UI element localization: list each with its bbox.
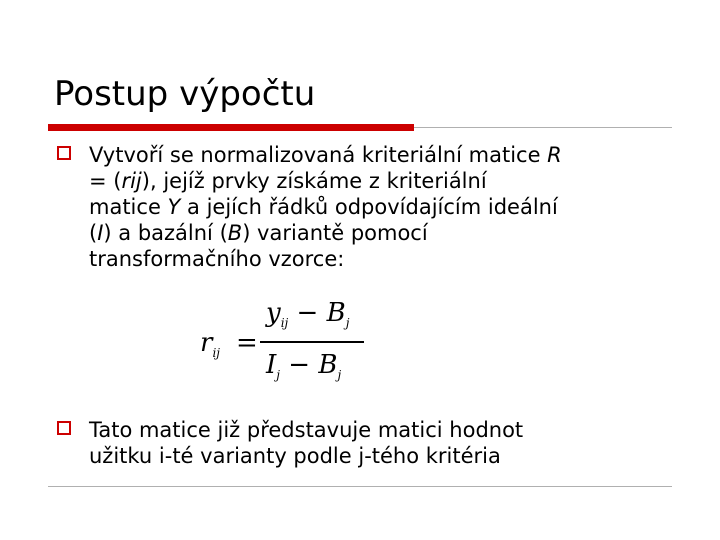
formula-num-minus: − xyxy=(296,298,319,328)
math-variable: R xyxy=(547,143,562,167)
hollow-square-bullet-icon xyxy=(57,421,71,435)
hollow-square-bullet-icon xyxy=(57,146,71,160)
slide-title: Postup výpočtu xyxy=(54,74,316,114)
text-run: ) variantě pomocí xyxy=(242,221,428,245)
bullet-text-line xyxy=(89,194,669,220)
formula-den-var2-sub: j xyxy=(337,368,342,382)
math-variable: rij xyxy=(121,169,142,193)
text-run: ) a bazální ( xyxy=(103,221,228,245)
text-run: matice xyxy=(89,195,168,219)
text-run: ( xyxy=(89,221,98,245)
formula-num-var2-sub: j xyxy=(345,316,350,330)
formula-lhs xyxy=(200,328,220,360)
bullet-text-line xyxy=(89,246,669,272)
text-run: = ( xyxy=(89,169,122,193)
formula-den-var: I xyxy=(266,350,277,380)
formula-den-var2: B xyxy=(318,350,338,380)
bullet-text-line xyxy=(89,168,669,194)
formula-equals: = xyxy=(236,328,258,358)
formula-numerator xyxy=(266,298,349,330)
formula-lhs-sub: ij xyxy=(212,346,220,360)
formula-num-var2: B xyxy=(326,298,346,328)
bullet-text-line xyxy=(89,142,669,168)
title-accent-bar xyxy=(48,124,414,131)
math-variable: I xyxy=(97,221,104,245)
formula-fraction-bar xyxy=(260,341,364,343)
text-run: užitku i-té varianty podle j-tého kritéria xyxy=(89,444,501,468)
bullet-text-line xyxy=(89,220,669,246)
text-run: ), jejíž prvky získáme z kriteriální xyxy=(141,169,487,193)
footer-divider xyxy=(48,486,672,487)
formula-num-var-sub: ij xyxy=(280,316,289,330)
bullet-text-line xyxy=(89,443,669,469)
text-run: a jejích řádků odpovídajícím ideální xyxy=(180,195,558,219)
math-variable: Y xyxy=(167,195,181,219)
formula-denominator xyxy=(266,350,341,382)
formula-den-minus: − xyxy=(288,350,311,380)
math-variable: B xyxy=(227,221,243,245)
text-run: Tato matice již představuje matici hodnot xyxy=(89,418,524,442)
bullet-text-line xyxy=(89,417,669,443)
bullet-paragraph-1 xyxy=(89,142,669,272)
transformation-formula xyxy=(196,298,396,394)
text-run: Vytvoří se normalizovaná kriteriální matice xyxy=(89,143,548,167)
formula-num-var: y xyxy=(266,298,281,328)
text-run: transformačního vzorce: xyxy=(89,247,345,271)
bullet-paragraph-2 xyxy=(89,417,669,469)
formula-den-var-sub: j xyxy=(276,368,281,382)
formula-lhs-var: r xyxy=(200,328,213,358)
